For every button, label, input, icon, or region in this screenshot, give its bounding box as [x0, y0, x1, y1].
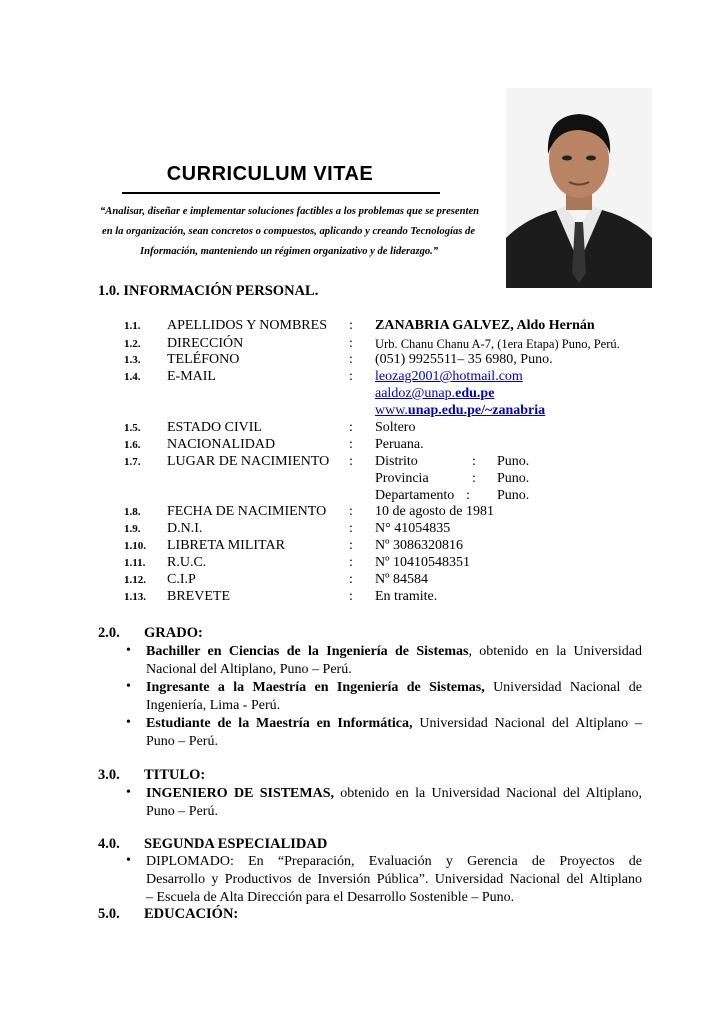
titulo-item-1-bold: INGENIERO DE SISTEMAS,: [146, 786, 335, 801]
row-colon: :: [349, 318, 353, 333]
row-label: BREVETE: [167, 589, 230, 604]
row-number: 1.13.: [124, 591, 146, 603]
row-colon: :: [349, 454, 353, 469]
row-number: 1.8.: [124, 506, 141, 518]
section-especialidad-number: 4.0.: [98, 836, 120, 852]
row-label: D.N.I.: [167, 521, 203, 536]
row-number: 1.2.: [124, 338, 141, 350]
section-titulo-number: 3.0.: [98, 767, 120, 783]
grado-item-3-rest: Universidad Nacional del Altiplano –: [412, 716, 642, 731]
departamento-colon: :: [466, 488, 470, 503]
row-colon: :: [349, 555, 353, 570]
section-educacion-heading: EDUCACIÓN:: [144, 906, 239, 922]
provincia-value: Puno.: [497, 471, 530, 486]
row-value: Nº 10410548351: [375, 555, 470, 570]
row-number: 1.6.: [124, 439, 141, 451]
distrito-colon: :: [472, 454, 476, 469]
row-label: LUGAR DE NACIMIENTO: [167, 454, 330, 469]
bullet-icon: •: [126, 679, 131, 694]
especialidad-line-3: – Escuela de Alta Dirección para el Desarrollo Sostenible – Puno.: [146, 890, 515, 905]
row-colon: :: [349, 437, 353, 452]
row-colon: :: [349, 336, 353, 351]
quote-line-3: Información, manteniendo un régimen organizativo y de liderazgo.”: [140, 246, 439, 257]
grado-item-1-bold: Bachiller en Ciencias de la Ingeniería de Sistemas: [146, 644, 469, 659]
row-number: 1.10.: [124, 540, 146, 552]
section-especialidad-heading: SEGUNDA ESPECIALIDAD: [144, 836, 328, 852]
grado-item-3-bold: Estudiante de la Maestría en Informática,: [146, 716, 413, 731]
provincia-colon: :: [472, 471, 476, 486]
departamento-label: Departamento: [375, 488, 455, 503]
row-label: ESTADO CIVIL: [167, 420, 262, 435]
row-number: 1.11.: [124, 557, 146, 569]
grado-item-2-line-1: [146, 679, 642, 697]
row-label: FECHA DE NACIMIENTO: [167, 504, 327, 519]
row-number: 1.12.: [124, 574, 146, 586]
provincia-label: Provincia: [375, 471, 429, 486]
row-number: 1.5.: [124, 422, 141, 434]
titulo-item-1-line-1: [146, 785, 642, 803]
row-value: (051) 9925511– 35 6980, Puno.: [375, 352, 553, 367]
row-value: Soltero: [375, 420, 416, 435]
row-colon: :: [349, 420, 353, 435]
row-colon: :: [349, 352, 353, 367]
row-value: ZANABRIA GALVEZ, Aldo Hernán: [375, 318, 595, 333]
row-number: 1.7.: [124, 456, 141, 468]
website-link-path: unap.edu.pe/~zanabria: [407, 403, 546, 418]
section-grado-heading: GRADO:: [144, 625, 203, 641]
row-value: 10 de agosto de 1981: [375, 504, 494, 519]
row-value: N° 41054835: [375, 521, 451, 536]
row-colon: :: [349, 589, 353, 604]
row-label: DIRECCIÓN: [167, 336, 244, 351]
row-colon: :: [349, 538, 353, 553]
grado-item-1-rest: , obtenido en la Universidad: [468, 644, 642, 659]
row-number: 1.9.: [124, 523, 141, 535]
bullet-icon: •: [126, 853, 131, 868]
quote-line-2: en la organización, sean concretos o compuestos, aplicando y creando Tecnologías de: [102, 226, 476, 237]
row-label: E-MAIL: [167, 369, 216, 384]
website-link-prefix: www.: [375, 403, 408, 418]
grado-item-1-line-2: Nacional del Altiplano, Puno – Perú.: [146, 662, 352, 677]
page-title: CURRICULUM VITAE: [166, 163, 374, 185]
departamento-value: Puno.: [497, 488, 530, 503]
grado-item-2-line-2: Ingeniería, Lima - Perú.: [146, 698, 281, 713]
grado-item-3-line-1: [146, 715, 642, 733]
row-value: En tramite.: [375, 589, 438, 604]
row-label: LIBRETA MILITAR: [167, 538, 285, 553]
section-titulo-heading: TITULO:: [144, 767, 206, 783]
row-label: C.I.P: [167, 572, 196, 587]
titulo-item-1-line-2: Puno – Perú.: [146, 804, 218, 819]
row-value: Urb. Chanu Chanu A-7, (1era Etapa) Puno, Perú.: [375, 337, 620, 351]
row-value: Peruana.: [375, 437, 424, 452]
section-grado-number: 2.0.: [98, 625, 120, 641]
email-link-part: aaldoz@unap.: [375, 386, 456, 401]
email-link-unap[interactable]: [375, 386, 494, 402]
row-label: NACIONALIDAD: [167, 437, 276, 452]
profile-photo: [506, 88, 652, 288]
website-link[interactable]: [375, 403, 545, 419]
email-link-domain: edu.pe: [455, 386, 495, 401]
section-educacion-number: 5.0.: [98, 906, 120, 922]
row-label: TELÉFONO: [167, 352, 240, 367]
email-link-hotmail[interactable]: leozag2001@hotmail.com: [375, 369, 523, 384]
bullet-icon: •: [126, 643, 131, 658]
row-value: Distrito: [375, 454, 418, 469]
row-colon: :: [349, 369, 353, 384]
title-underline: [122, 192, 440, 194]
row-number: 1.4.: [124, 371, 141, 383]
grado-item-2-rest: Universidad Nacional de: [484, 680, 642, 695]
quote-line-1: “Analisar, diseñar e implementar soluciones factibles a los problemas que se presenten: [100, 206, 480, 217]
row-label: APELLIDOS Y NOMBRES: [167, 318, 327, 333]
section-personal-heading: 1.0. INFORMACIÓN PERSONAL.: [98, 283, 319, 299]
row-colon: :: [349, 572, 353, 587]
especialidad-line-2: Desarrollo y Productivos de Inversión Pública”. Universidad Nacional del Altiplano: [146, 872, 642, 887]
row-colon: :: [349, 521, 353, 536]
row-label: R.U.C.: [167, 555, 207, 570]
especialidad-line-1: DIPLOMADO: En “Preparación, Evaluación y Gerencia de Proyectos de: [146, 854, 642, 869]
row-number: 1.3.: [124, 354, 141, 366]
grado-item-3-line-2: Puno – Perú.: [146, 734, 218, 749]
grado-item-2-bold: Ingresante a la Maestría en Ingeniería de Sistemas,: [146, 680, 485, 695]
row-value: Nº 3086320816: [375, 538, 463, 553]
titulo-item-1-rest: obtenido en la Universidad Nacional del Altiplano,: [334, 786, 643, 801]
bullet-icon: •: [126, 785, 131, 800]
distrito-value: Puno.: [497, 454, 530, 469]
grado-item-1-line-1: [146, 643, 642, 661]
row-colon: :: [349, 504, 353, 519]
row-number: 1.1.: [124, 320, 141, 332]
row-value: Nº 84584: [375, 572, 428, 587]
bullet-icon: •: [126, 715, 131, 730]
